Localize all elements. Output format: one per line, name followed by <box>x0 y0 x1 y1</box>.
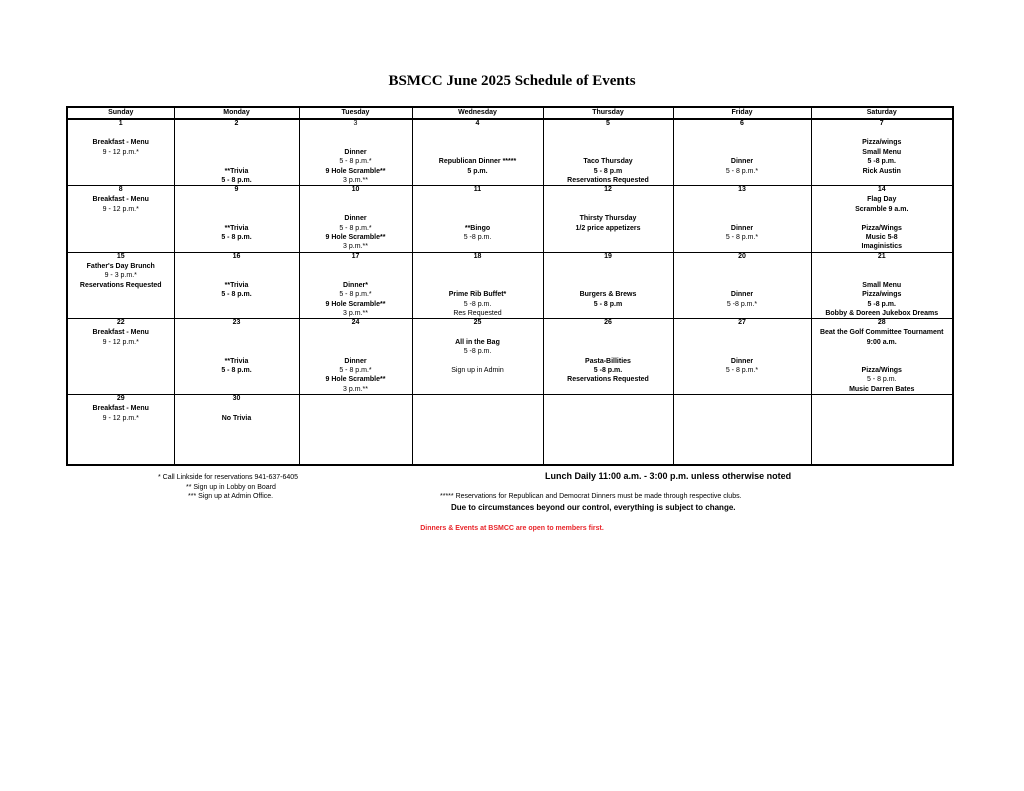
event-line <box>300 205 412 214</box>
event-line: Taco Thursday <box>583 158 633 166</box>
event-line <box>413 262 543 271</box>
day-cell <box>67 186 174 252</box>
lunch-notice: Lunch Daily 11:00 a.m. - 3:00 p.m. unless otherwise noted <box>545 471 792 481</box>
event-line: 5 - 8 p.m. <box>221 234 252 242</box>
event-line: 5 - 8 p.m.* <box>339 291 372 299</box>
event-line: No Trivia <box>221 414 252 422</box>
day-number: 8 <box>118 186 123 194</box>
event-line: 9 - 12 p.m.* <box>102 338 139 346</box>
event-line <box>413 281 543 290</box>
event-line: 5 p.m. <box>467 167 488 175</box>
event-line: Dinner <box>344 148 367 156</box>
day-cell <box>543 252 673 318</box>
event-line: Bobby & Doreen Jukebox Dreams <box>825 309 939 317</box>
day-number: 16 <box>232 252 241 260</box>
event-line <box>413 214 543 223</box>
day-number <box>300 395 412 404</box>
event-line: Scramble 9 a.m. <box>855 205 909 213</box>
day-number: 27 <box>738 319 746 327</box>
event-line: 5 - 8 p.m.* <box>339 366 372 374</box>
day-cell <box>174 119 299 186</box>
weekday-header: Friday <box>673 107 811 119</box>
event-line <box>175 404 299 413</box>
weekday-header: Tuesday <box>299 107 412 119</box>
day-number: 24 <box>351 319 360 327</box>
event-line <box>812 271 953 280</box>
empty-day-cell <box>811 395 953 466</box>
event-line: 9 Hole Scramble** <box>325 376 386 384</box>
calendar-grid <box>66 106 954 466</box>
event-line: 9 Hole Scramble** <box>325 167 386 175</box>
event-line <box>812 129 953 138</box>
event-line <box>300 271 412 280</box>
day-number: 10 <box>351 186 360 194</box>
empty-day-cell <box>673 395 811 466</box>
event-line: **Trivia <box>224 224 249 232</box>
event-line: Dinner <box>730 291 754 299</box>
event-line: Flag Day <box>867 196 897 204</box>
event-line: 5 - 8 p.m.* <box>725 167 759 175</box>
day-cell <box>811 119 953 186</box>
event-line <box>175 271 299 280</box>
event-line: 9 Hole Scramble** <box>325 300 386 308</box>
day-cell <box>174 395 299 466</box>
day-number: 9 <box>234 186 239 194</box>
event-line: 5 -8 p.m. <box>867 158 896 166</box>
empty-day-cell <box>299 395 412 466</box>
event-line <box>812 214 953 223</box>
weekday-header-row <box>67 107 953 119</box>
event-line <box>544 338 673 347</box>
event-line <box>413 148 543 157</box>
day-number <box>544 395 673 404</box>
day-number: 11 <box>473 186 482 194</box>
event-line <box>300 195 412 204</box>
day-number: 20 <box>738 252 746 260</box>
day-number: 15 <box>116 252 125 260</box>
event-line: Sign up in Admin <box>451 366 504 374</box>
day-number <box>674 395 811 404</box>
event-line: 5 - 8 p.m.* <box>339 158 372 166</box>
event-line: 5 - 8 p.m. <box>221 291 252 299</box>
event-line <box>175 129 299 138</box>
day-number: 17 <box>351 252 360 260</box>
event-line: 9:00 a.m. <box>866 338 897 346</box>
day-cell <box>673 252 811 318</box>
day-number: 22 <box>116 319 125 327</box>
event-line <box>413 328 543 337</box>
event-line: 5 - 8 p.m. <box>866 376 897 384</box>
week-row <box>67 395 953 466</box>
event-line: 5 -8 p.m. <box>593 366 623 374</box>
event-line: Prime Rib Buffet* <box>448 291 507 299</box>
day-number: 26 <box>604 319 612 327</box>
event-line <box>674 271 811 280</box>
day-number: 12 <box>604 186 612 194</box>
day-cell <box>412 186 543 252</box>
day-number: 7 <box>879 120 884 127</box>
day-number: 30 <box>232 395 241 403</box>
event-line: Dinner <box>344 215 367 223</box>
event-line <box>674 138 811 147</box>
event-line <box>175 138 299 147</box>
event-line <box>544 148 673 157</box>
event-line: 9 - 12 p.m.* <box>102 148 139 156</box>
event-line <box>175 195 299 204</box>
day-number: 23 <box>232 319 241 327</box>
footnote-lobby: ** Sign up in Lobby on Board <box>186 484 276 491</box>
event-line: Beat the Golf Committee Tournament <box>819 329 944 337</box>
day-cell <box>67 319 174 395</box>
event-line: 5 - 8 p.m. <box>221 177 252 185</box>
event-line <box>544 195 673 204</box>
event-line: 5 - 8 p.m.* <box>339 224 372 232</box>
event-line: Res Requested <box>453 309 502 317</box>
event-line <box>544 281 673 290</box>
event-line <box>68 129 174 138</box>
event-line <box>544 205 673 214</box>
event-line: Rick Austin <box>862 167 901 175</box>
event-line: 9 - 12 p.m.* <box>102 205 139 213</box>
event-line: 9 - 3 p.m.* <box>104 272 137 280</box>
event-line: Father's Day Brunch <box>86 262 155 270</box>
event-line <box>175 338 299 347</box>
event-line: Music Darren Bates <box>849 385 915 393</box>
event-line: Pizza/wings <box>862 139 902 147</box>
event-line <box>175 328 299 337</box>
day-cell <box>811 186 953 252</box>
day-cell <box>67 395 174 466</box>
event-line <box>812 262 953 271</box>
event-line <box>544 347 673 356</box>
weekday-header: Thursday <box>543 107 673 119</box>
empty-day-cell <box>412 395 543 466</box>
event-line <box>300 338 412 347</box>
event-line <box>413 195 543 204</box>
footnote-reservations: * Call Linkside for reservations 941-637-6405 <box>158 474 299 481</box>
event-line <box>175 157 299 166</box>
event-line: Dinner* <box>343 281 368 289</box>
event-line <box>674 195 811 204</box>
event-line: Music 5-8 <box>865 234 898 242</box>
event-line: Reservations Requested <box>567 177 649 185</box>
event-line <box>674 129 811 138</box>
weekday-header: Wednesday <box>412 107 543 119</box>
day-cell <box>174 186 299 252</box>
day-cell <box>299 319 412 395</box>
event-line <box>544 328 673 337</box>
event-line <box>413 129 543 138</box>
day-number <box>812 395 953 404</box>
day-cell <box>673 119 811 186</box>
event-line <box>674 338 811 347</box>
week-row <box>67 119 953 186</box>
day-number: 21 <box>877 252 886 260</box>
event-line <box>175 148 299 157</box>
event-line <box>674 347 811 356</box>
event-line: Burgers & Brews <box>579 291 637 299</box>
day-cell <box>299 252 412 318</box>
event-line: 5 - 8 p.m. <box>221 366 252 374</box>
event-line: **Trivia <box>224 281 249 289</box>
day-number: 14 <box>877 186 886 194</box>
event-line: 5 -8 p.m. <box>463 300 492 308</box>
event-line: Breakfast - Menu <box>92 405 149 413</box>
event-line <box>300 328 412 337</box>
event-line: All in the Bag <box>455 338 500 346</box>
event-line: 9 - 12 p.m.* <box>102 414 139 422</box>
day-number: 6 <box>740 120 744 127</box>
weekday-header: Saturday <box>811 107 953 119</box>
day-number <box>413 395 543 404</box>
event-line: 5 -8 p.m. <box>463 234 492 242</box>
day-number: 25 <box>473 319 482 327</box>
event-line: **Trivia <box>224 357 249 365</box>
members-first-notice: Dinners & Events at BSMCC are open to members first. <box>420 525 604 532</box>
day-cell <box>811 319 953 395</box>
day-number: 2 <box>234 120 239 127</box>
event-line: Pizza/Wings <box>861 224 902 232</box>
event-line: 1/2 price appetizers <box>575 224 641 232</box>
event-line: **Bingo <box>464 224 491 232</box>
event-line: Pizza/Wings <box>861 366 902 374</box>
event-line: Dinner <box>344 357 367 365</box>
footnote-admin: *** Sign up at Admin Office. <box>188 493 274 500</box>
event-line <box>544 138 673 147</box>
event-line <box>544 129 673 138</box>
day-cell <box>543 119 673 186</box>
event-line: 5 -8 p.m. <box>463 348 492 356</box>
event-line <box>175 347 299 356</box>
day-cell <box>673 319 811 395</box>
event-line: Pizza/wings <box>862 291 902 299</box>
week-row <box>67 252 953 318</box>
day-number: 3 <box>353 120 358 127</box>
day-number: 4 <box>475 120 480 127</box>
event-line: 5 -8 p.m. <box>867 300 896 308</box>
subject-to-change-notice: Due to circumstances beyond our control, everything is subject to change. <box>451 503 736 512</box>
event-line <box>544 271 673 280</box>
day-cell <box>673 186 811 252</box>
event-line: Breakfast - Menu <box>92 329 149 337</box>
event-line: Breakfast - Menu <box>92 139 149 147</box>
day-number: 5 <box>606 120 610 127</box>
event-line: Small Menu <box>862 281 902 289</box>
day-cell <box>412 119 543 186</box>
event-line: **Trivia <box>224 167 249 175</box>
day-number: 18 <box>473 252 482 260</box>
event-line: 3 p.m.** <box>343 385 368 393</box>
event-line <box>674 328 811 337</box>
empty-day-cell <box>543 395 673 466</box>
event-line: Thirsty Thursday <box>579 215 637 223</box>
event-line: Dinner <box>730 224 754 232</box>
event-line <box>175 214 299 223</box>
event-line: Breakfast - Menu <box>92 196 149 204</box>
event-line: Pasta-Billities <box>585 357 631 365</box>
event-line <box>300 138 412 147</box>
event-line <box>812 347 953 356</box>
event-line: Republican Dinner ***** <box>438 158 517 166</box>
day-cell <box>174 319 299 395</box>
day-number: 1 <box>118 120 123 127</box>
weekday-header: Sunday <box>67 107 174 119</box>
day-cell <box>67 119 174 186</box>
event-line <box>300 347 412 356</box>
footnote-political-dinners: ***** Reservations for Republican and Democrat Dinners must be made through respective clubs. <box>440 493 742 500</box>
day-cell <box>174 252 299 318</box>
event-line: 9 Hole Scramble** <box>325 234 386 242</box>
event-line: Small Menu <box>862 148 902 156</box>
event-line: 5 - 8 p.m.* <box>725 234 759 242</box>
event-line <box>300 129 412 138</box>
event-line <box>674 148 811 157</box>
day-cell <box>412 252 543 318</box>
event-line <box>175 205 299 214</box>
event-line <box>300 262 412 271</box>
weekday-header: Monday <box>174 107 299 119</box>
day-cell <box>67 252 174 318</box>
week-row <box>67 186 953 252</box>
event-line: 3 p.m.** <box>343 243 368 251</box>
day-cell <box>299 119 412 186</box>
event-line: 3 p.m.** <box>343 309 368 317</box>
event-line: 5 - 8 p.m <box>593 167 623 175</box>
event-line <box>674 281 811 290</box>
event-line <box>413 138 543 147</box>
event-line <box>812 357 953 366</box>
event-line <box>175 262 299 271</box>
event-line <box>674 214 811 223</box>
event-line: 5 - 8 p.m <box>593 300 623 308</box>
event-line: 5 - 8 p.m.* <box>725 366 759 374</box>
event-line: 5 -8 p.m.* <box>726 300 758 308</box>
day-number: 28 <box>877 319 886 327</box>
event-line <box>674 262 811 271</box>
day-cell <box>543 319 673 395</box>
event-line: Dinner <box>730 158 754 166</box>
day-number: 13 <box>738 186 746 194</box>
day-cell <box>811 252 953 318</box>
day-number: 29 <box>116 395 125 403</box>
day-cell <box>299 186 412 252</box>
event-line <box>544 262 673 271</box>
event-line <box>674 205 811 214</box>
day-cell <box>412 319 543 395</box>
event-line: Imaginistics <box>861 243 902 251</box>
event-line: Reservations Requested <box>79 281 162 289</box>
page-title: BSMCC June 2025 Schedule of Events <box>388 73 636 89</box>
event-line <box>413 205 543 214</box>
event-line <box>413 357 543 366</box>
event-line: 3 p.m.** <box>343 177 368 185</box>
week-row <box>67 319 953 395</box>
day-number: 19 <box>604 252 612 260</box>
event-line <box>413 271 543 280</box>
event-line: Dinner <box>730 357 754 365</box>
day-cell <box>543 186 673 252</box>
event-line: Reservations Requested <box>567 376 649 384</box>
